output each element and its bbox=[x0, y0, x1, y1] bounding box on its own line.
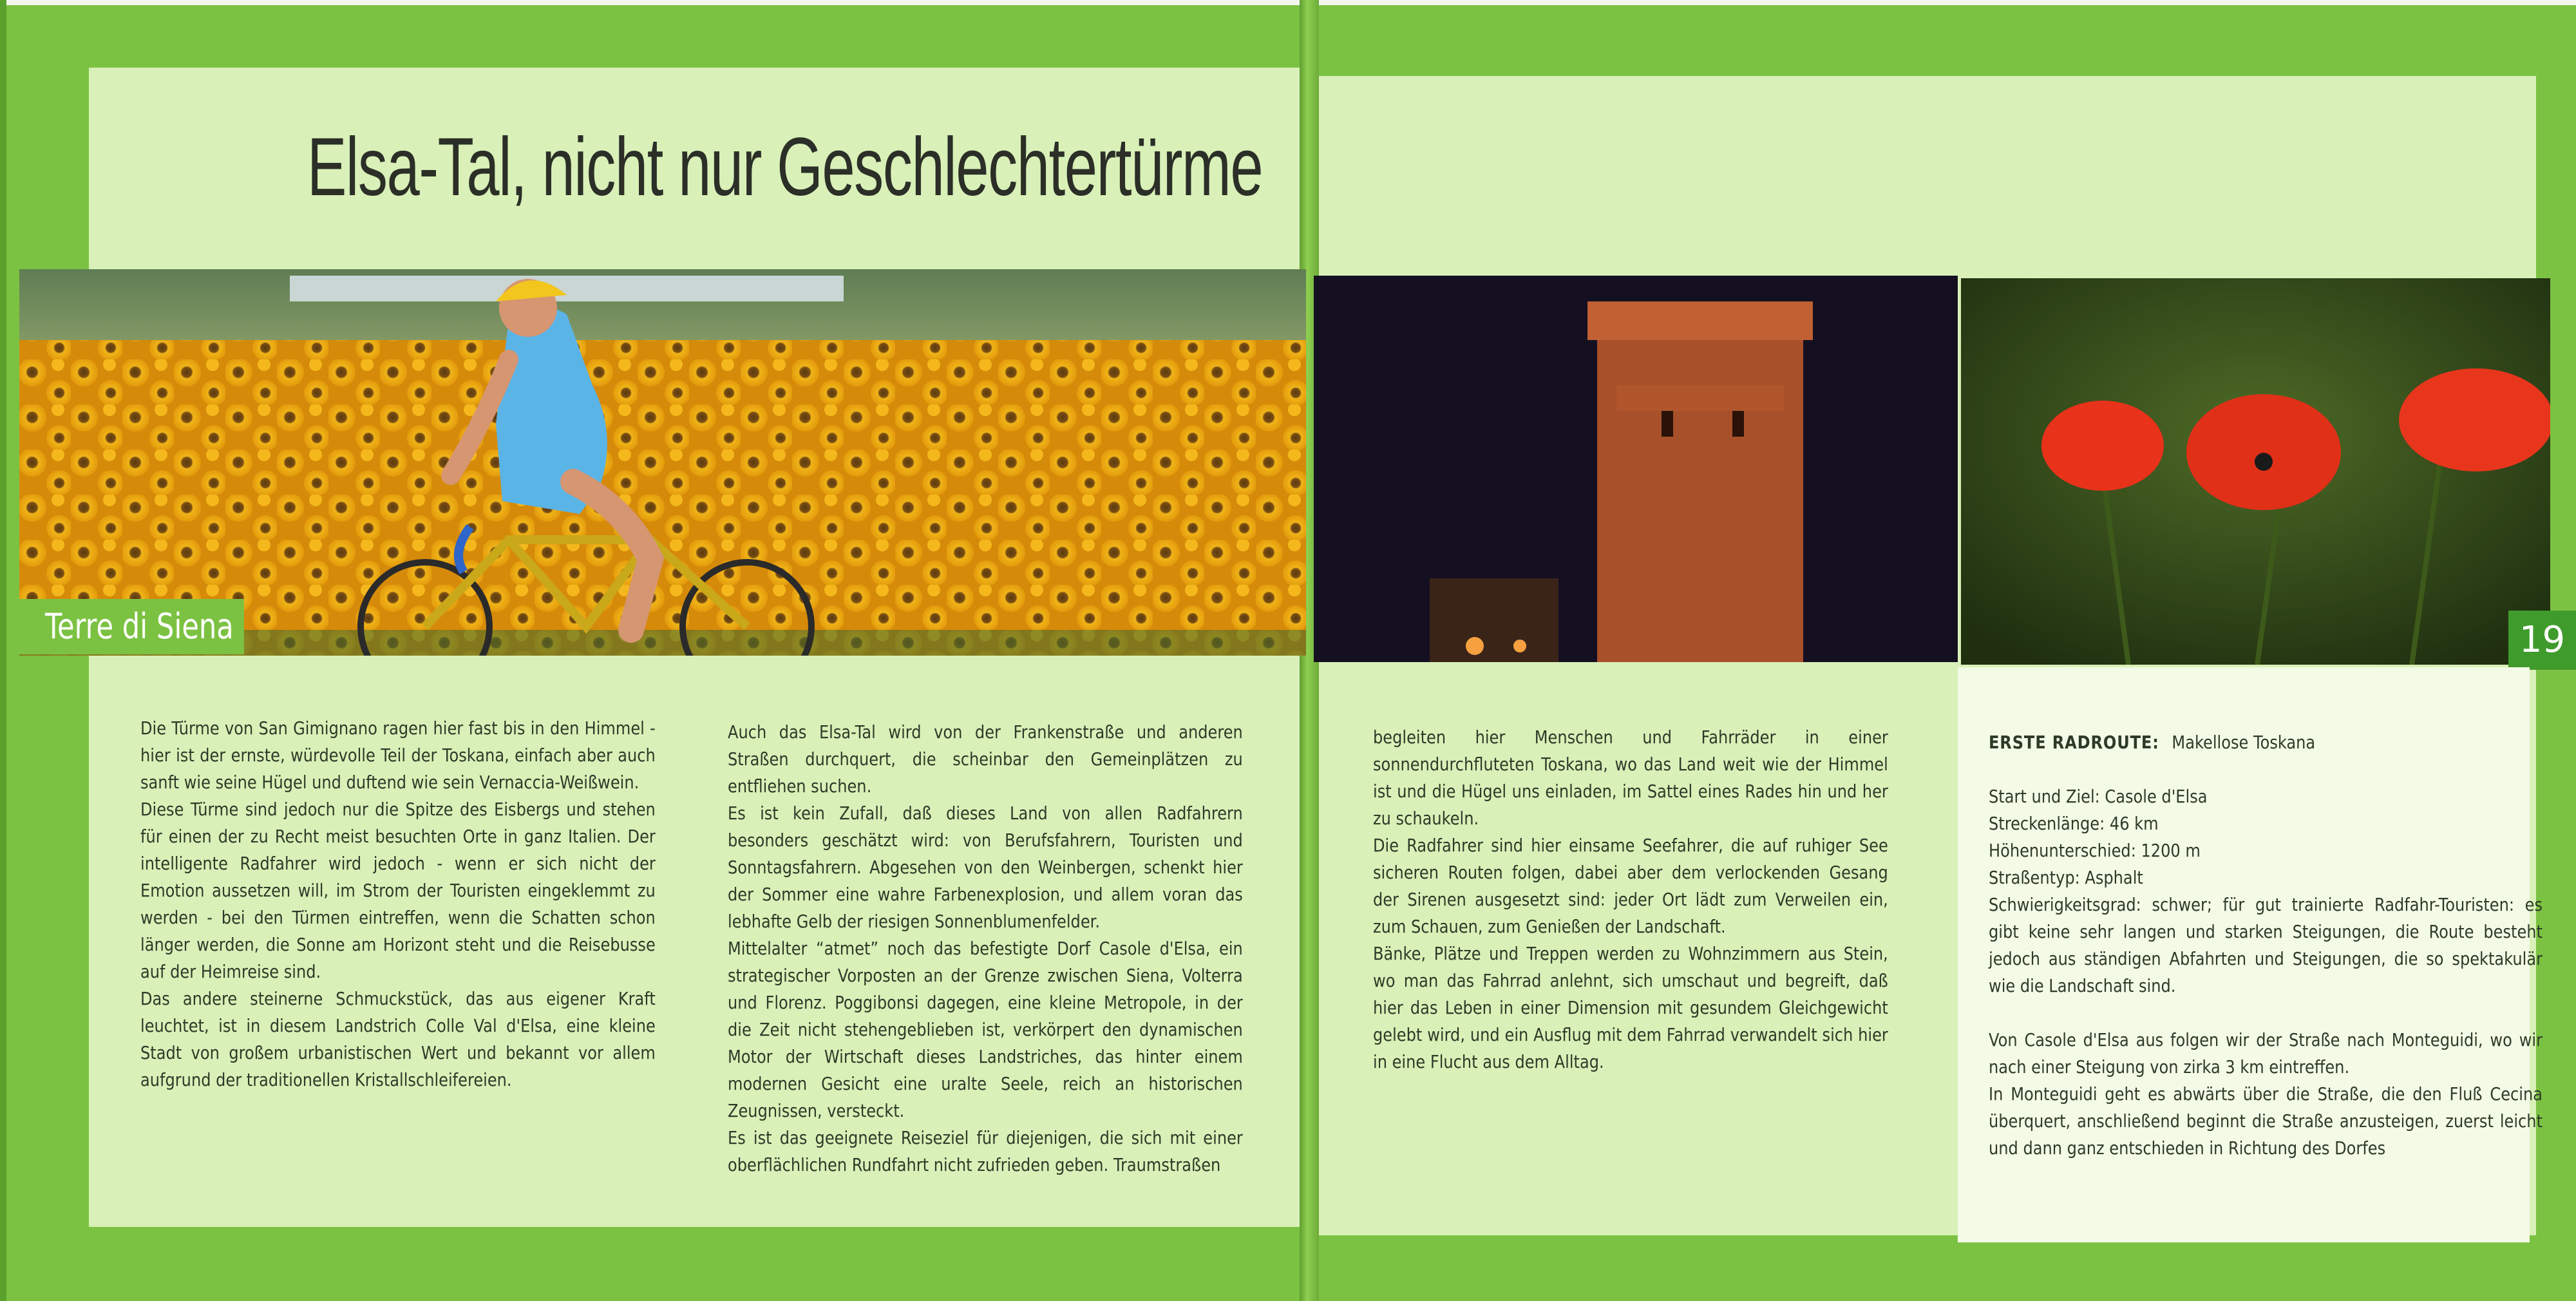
scan-edge-left bbox=[0, 0, 6, 1301]
paragraph: Auch das Elsa-Tal wird von der Frankenstraße und anderen Straßen durchquert, die scheinbar den Gemeinplätzen zu entfliehen suchen. bbox=[728, 721, 1243, 797]
photo-poppies bbox=[1961, 278, 2550, 665]
text-column-1 bbox=[140, 715, 656, 1094]
paragraph: begleiten hier Menschen und Fahrräder in einer sonnendurchfluteten Toskana, wo das Land weit wie der Himmel ist und die Hügel uns einladen, im Sattel eines Rades hin und her zu schaukeln. bbox=[1373, 726, 1888, 829]
paragraph: Mittelalter “atmet” noch das befestigte Dorf Casole d'Elsa, ein strategischer Vorposten an der Grenze zwischen Siena, Volterra und Florenz. Poggibonsi dagegen, eine kleine Metropole, in der die Zeit nicht stehengeblieben ist, verkörpert den dynamischen Motor der Wirtschaft dieses Landstriches, das hinter einem modernen Gesicht eine uralte Seele, reich an historischen Zeugnissen, versteckt. bbox=[728, 938, 1243, 1121]
page-title: Elsa-Tal, nicht nur Geschlechtertürme bbox=[307, 121, 1262, 213]
paragraph: Es ist kein Zufall, daß dieses Land von allen Radfahrern besonders geschätzt wird: von Berufsfahrern, Touristen und Sonntagsfahrern. Abgesehen von den Weinbergen, schenkt hier der Sommer eine wahre Farbenexplosion, und allem voran das lebhafte Gelb der riesigen Sonnenblumenfelder. bbox=[728, 802, 1243, 932]
paragraph: Bänke, Plätze und Treppen werden zu Wohnzimmern aus Stein, wo man das Fahrrad anlehnt, sich umschaut und begreift, daß hier das Leben in einer Dimension mit gesundem Gleichgewicht gelebt wird, und ein Ausflug mit dem Fahrrad verwandelt sich hier in eine Flucht aus dem Alltag. bbox=[1373, 943, 1888, 1072]
scan-edge-top bbox=[0, 0, 2576, 5]
route-fact: Streckenlänge: 46 km bbox=[1989, 813, 2159, 834]
route-description: Von Casole d'Elsa aus folgen wir der Straße nach Monteguidi, wo wir nach einer Steigung von zirka 3 km eintreffen. bbox=[1989, 1029, 2543, 1078]
route-description: In Monteguidi geht es abwärts über die Straße, die den Fluß Cecina überquert, anschließend beginnt die Straße anzusteigen, zuerst leicht und dann ganz entschieden in Richtung des Dorfes bbox=[1989, 1083, 2543, 1159]
photo-cyclist-sunflowers bbox=[19, 269, 1306, 656]
tower-image bbox=[1314, 276, 1958, 662]
text-column-3 bbox=[1373, 724, 1888, 1076]
route-heading bbox=[1989, 729, 2543, 756]
paragraph: Die Türme von San Gimignano ragen hier fast bis in den Himmel - hier ist der ernste, würdevolle Teil der Toskana, einfach aber auch sanft wie seine Hügel und duftend wie sein Vernaccia-Weißwein. bbox=[140, 717, 656, 793]
paragraph: Es ist das geeignete Reiseziel für diejenigen, die sich mit einer oberflächlichen Rundfahrt nicht zufrieden geben. Traumstraßen bbox=[728, 1127, 1243, 1175]
route-label: ERSTE RADROUTE: bbox=[1989, 732, 2159, 753]
sunflower-field-image bbox=[19, 269, 1306, 656]
route-fact: Start und Ziel: Casole d'Elsa bbox=[1989, 786, 2208, 807]
paragraph: Die Radfahrer sind hier einsame Seefahrer, die auf ruhiger See sicheren Routen folgen, dabei aber dem verlockenden Gesang der Sirenen ausgesetzt sind: jeder Ort lädt zum Verweilen ein, zum Schauen, zum Genießen der Landschaft. bbox=[1373, 835, 1888, 937]
route-fact: Straßentyp: Asphalt bbox=[1989, 867, 2143, 888]
paragraph: Diese Türme sind jedoch nur die Spitze des Eisbergs und stehen für einen der zu Recht meist besuchten Orte in ganz Italien. Der intelligente Radfahrer wird jedoch - wenn er sich nicht der Emotion aussetzen will, im Strom der Touristen eingeklemmt zu werden - bei den Türmen eintreffen, wenn die Schatten schon länger werden, die Sonne am Horizont steht und die Reisebusse auf der Heimreise sind. bbox=[140, 799, 656, 982]
photo-tower-night bbox=[1314, 276, 1958, 662]
page-number: 19 bbox=[2508, 611, 2576, 670]
poppies-image bbox=[1961, 278, 2550, 665]
text-column-2 bbox=[728, 719, 1243, 1179]
route-name: Makellose Toskana bbox=[2172, 732, 2316, 753]
route-column bbox=[1989, 729, 2543, 1162]
paragraph: Das andere steinerne Schmuckstück, das aus eigener Kraft leuchtet, ist in diesem Landstrich Colle Val d'Elsa, eine kleine Stadt von großem urbanistischen Wert und bekannt vor allem aufgrund der traditionellen Kristallschleifereien. bbox=[140, 988, 656, 1090]
section-badge: Terre di Siena bbox=[19, 599, 244, 654]
route-fact: Höhenunterschied: 1200 m bbox=[1989, 840, 2201, 861]
route-fact: Schwierigkeitsgrad: schwer; für gut trainierte Radfahr-Touristen: es gibt keine sehr langen und starken Steigungen, die Route besteht jedoch aus ständigen Abfahrten und Steigungen, die so spektakulär wie die Landschaft sind. bbox=[1989, 894, 2543, 996]
